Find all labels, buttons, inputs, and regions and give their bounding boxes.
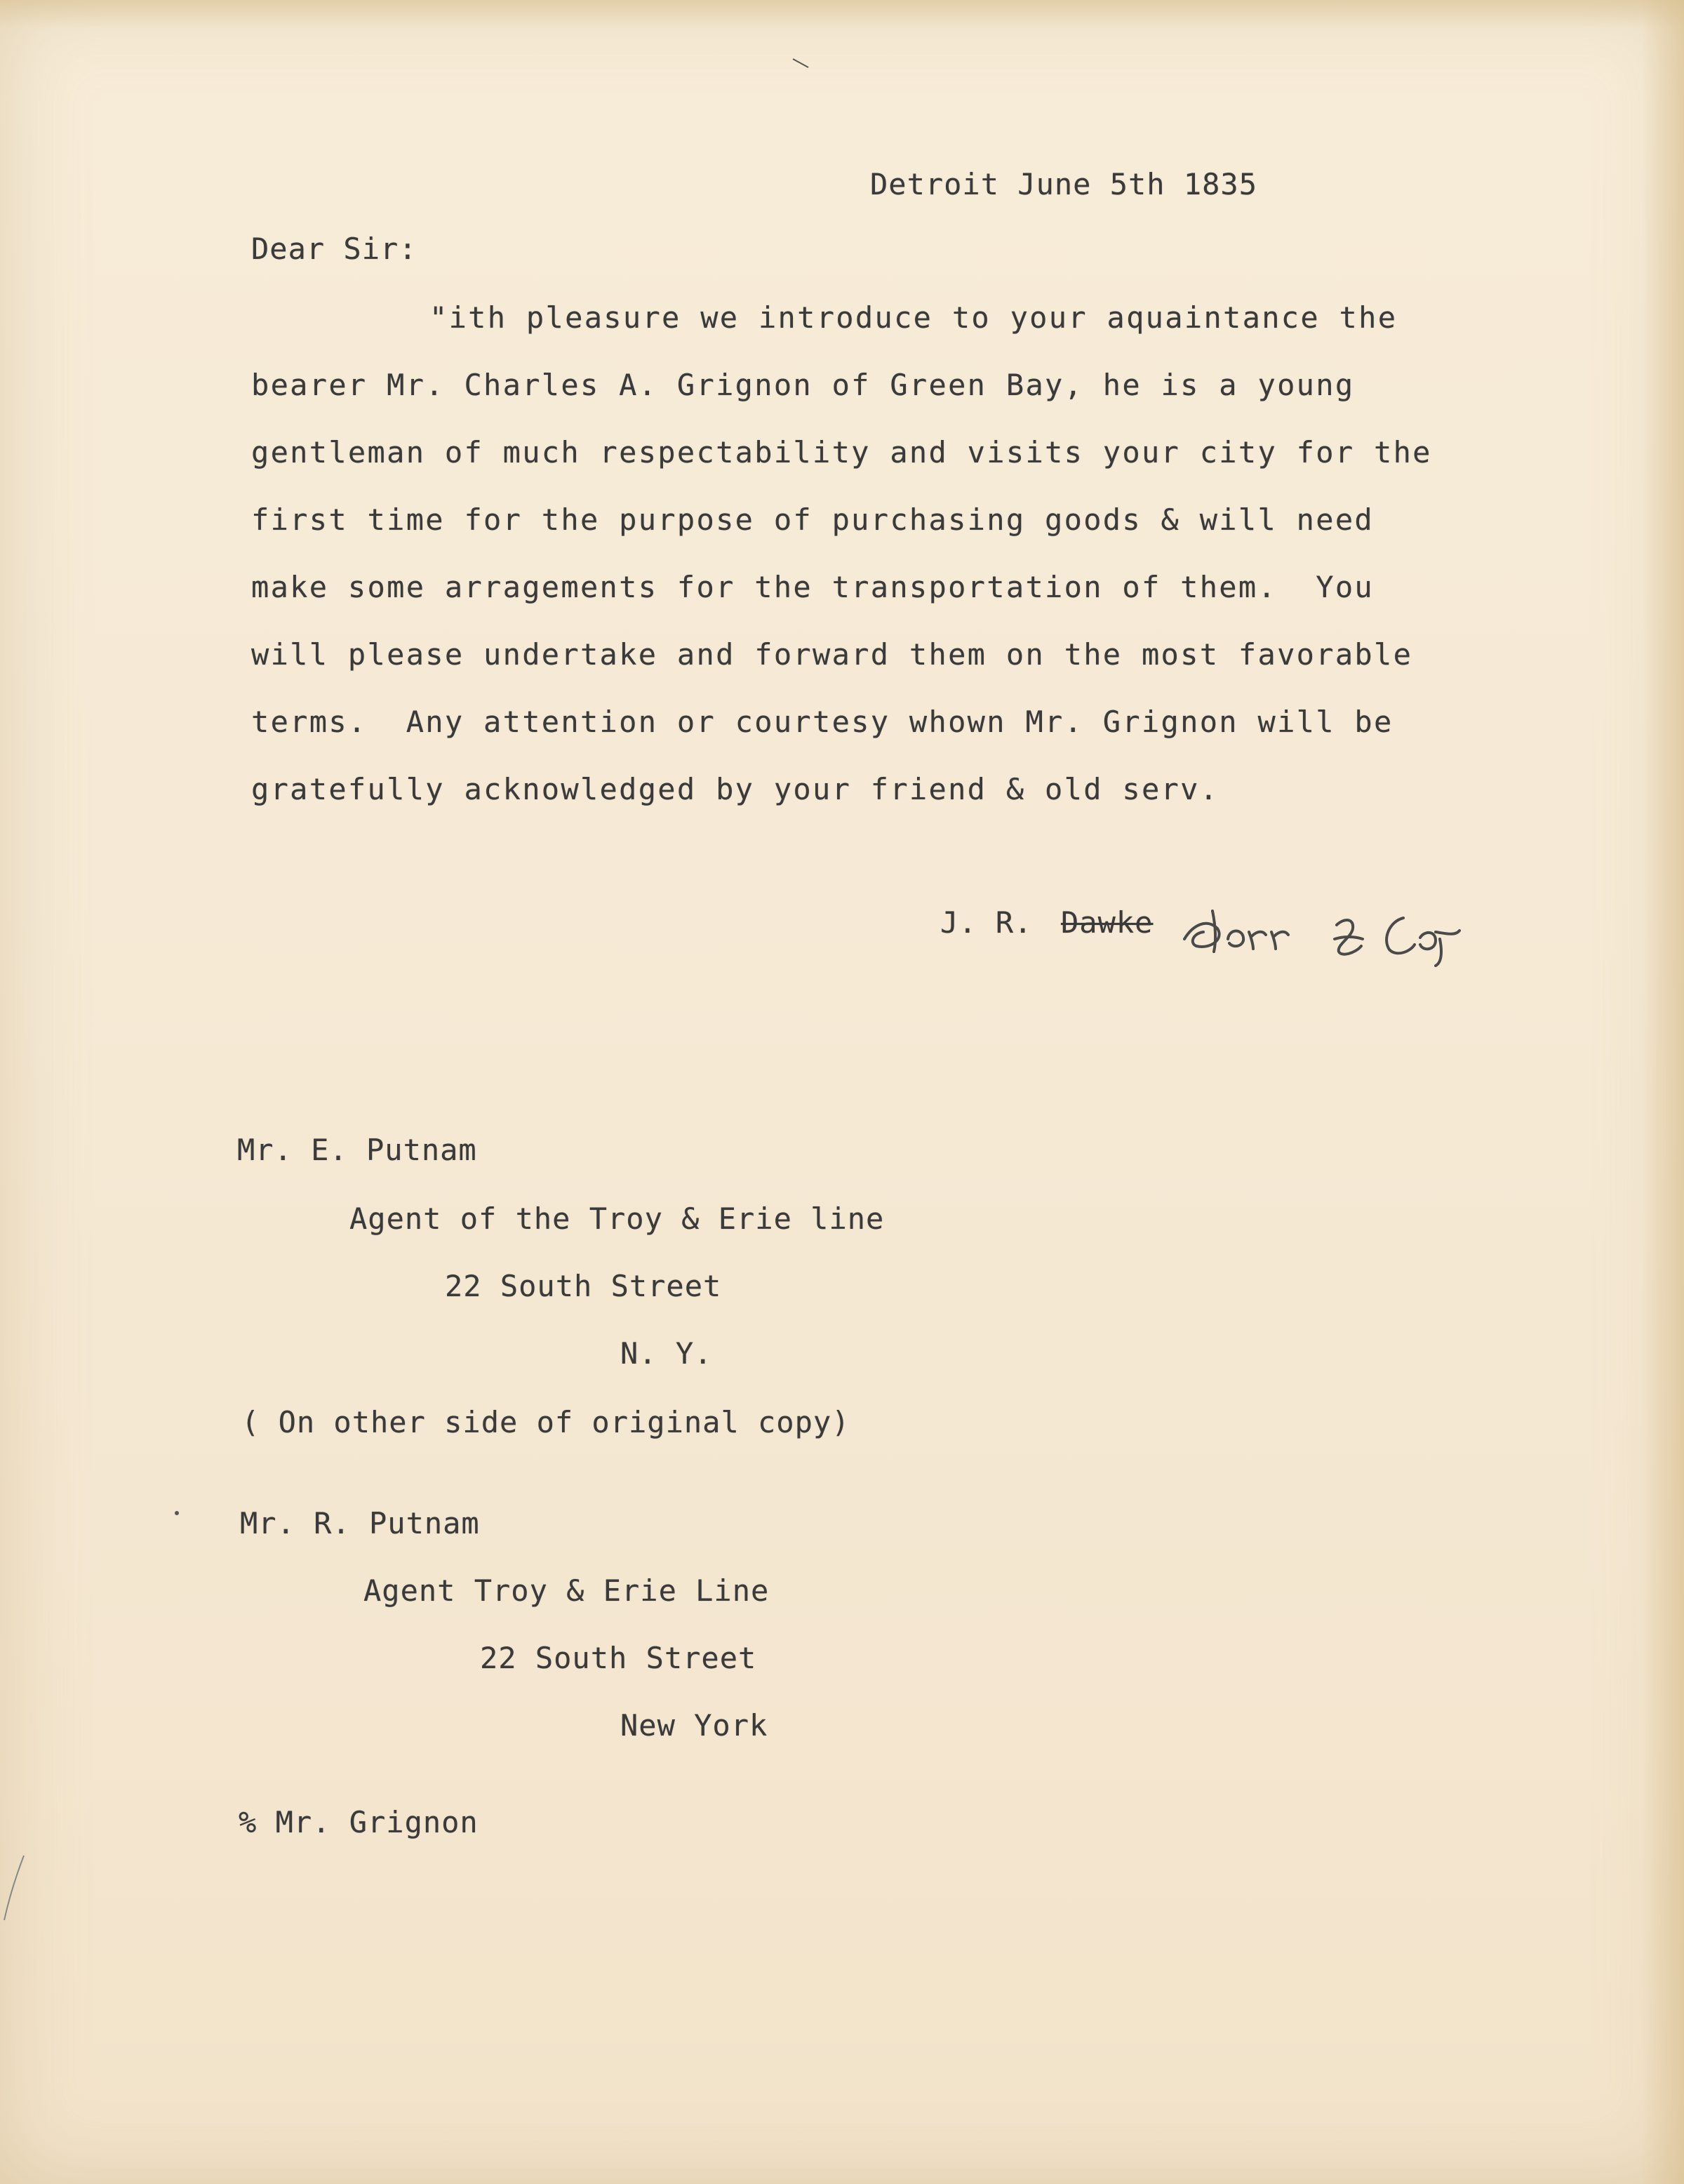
address-first-line-3: N. Y. <box>620 1336 713 1371</box>
handwritten-signature <box>1179 890 1474 967</box>
address-second-line-2: 22 South Street <box>480 1641 757 1675</box>
address-first-line-1: Agent of the Troy & Erie line <box>349 1201 885 1236</box>
signature-struck: Dawke <box>1061 905 1154 940</box>
dateline: Detroit June 5th 1835 <box>870 167 1258 201</box>
address-second-line-1: Agent Troy & Erie Line <box>363 1573 770 1608</box>
body-line-6: will please undertake and forward them on the most favorable <box>251 637 1413 672</box>
ink-speck <box>791 56 813 70</box>
address-first-name: Mr. E. Putnam <box>237 1133 477 1167</box>
body-line-3: gentleman of much respectability and visits your city for the <box>251 435 1432 470</box>
ink-dot <box>173 1509 181 1517</box>
copy-note: ( On other side of original copy) <box>241 1405 850 1439</box>
care-of-line: % Mr. Grignon <box>239 1805 479 1839</box>
salutation: Dear Sir: <box>251 232 417 266</box>
paper-edge-stain-top <box>0 0 1684 28</box>
body-line-1: "ith pleasure we introduce to your aquaintance the <box>429 300 1398 335</box>
address-first-line-2: 22 South Street <box>445 1269 722 1303</box>
address-second-name: Mr. R. Putnam <box>240 1506 480 1540</box>
body-line-4: first time for the purpose of purchasing goods & will need <box>251 502 1374 537</box>
margin-pencil-mark <box>0 1853 28 1923</box>
body-line-7: terms. Any attention or courtesy whown Mr. Grignon will be <box>251 705 1394 739</box>
address-second-line-3: New York <box>620 1708 768 1743</box>
signature-typed: J. R. <box>940 905 1033 940</box>
body-line-8: gratefully acknowledged by your friend & old serv. <box>251 772 1219 806</box>
paper-edge-stain-right <box>1642 0 1684 2184</box>
body-line-5: make some arragements for the transportation of them. You <box>251 570 1374 604</box>
body-line-2: bearer Mr. Charles A. Grignon of Green Bay, he is a young <box>251 368 1355 402</box>
